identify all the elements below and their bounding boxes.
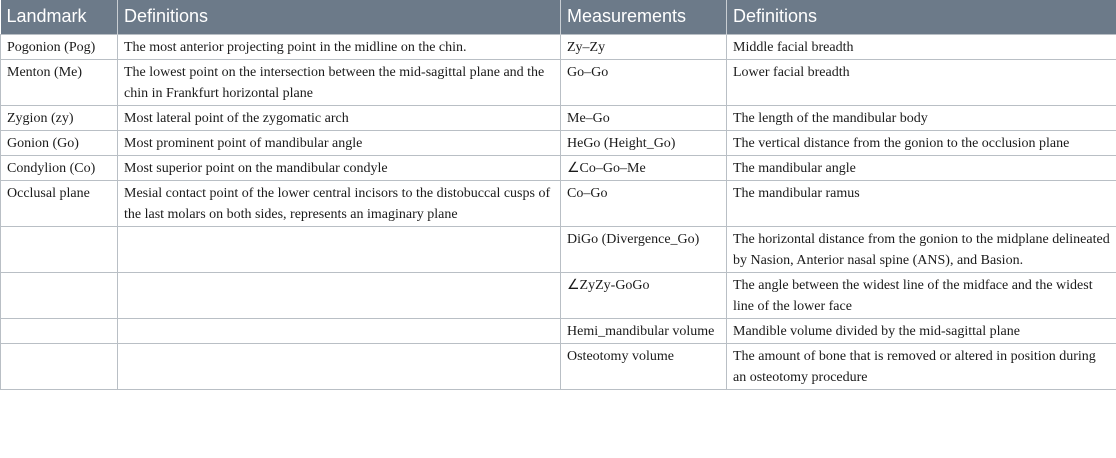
measurement-definition-cell: Lower facial breadth [727, 59, 1116, 105]
landmark-cell: Menton (Me) [1, 59, 118, 105]
measurement-definition-cell: The mandibular ramus [727, 180, 1116, 226]
measurement-definition-cell: The angle between the widest line of the midface and the widest line of the lower face [727, 272, 1116, 318]
landmark-cell [1, 318, 118, 343]
measurement-cell: Zy–Zy [561, 34, 727, 59]
landmark-cell: Condylion (Co) [1, 155, 118, 180]
table-row [1, 105, 1116, 130]
landmark-definition-cell: The most anterior projecting point in the midline on the chin. [118, 34, 561, 59]
measurement-cell: HeGo (Height_Go) [561, 130, 727, 155]
table-row [1, 34, 1116, 59]
table-row [1, 180, 1116, 226]
landmark-definition-cell [118, 343, 561, 389]
table-row [1, 318, 1116, 343]
header-measurement-definitions: Definitions [727, 0, 1116, 34]
header-row [1, 0, 1116, 34]
table-row [1, 130, 1116, 155]
measurement-cell: ∠ZyZy-GoGo [561, 272, 727, 318]
landmark-cell [1, 272, 118, 318]
landmark-definition-cell [118, 272, 561, 318]
measurement-definition-cell: The amount of bone that is removed or altered in position during an osteotomy procedure [727, 343, 1116, 389]
header-landmark-definitions: Definitions [118, 0, 561, 34]
measurement-definition-cell: The horizontal distance from the gonion to the midplane delineated by Nasion, Anterior nasal spine (ANS), and Basion. [727, 226, 1116, 272]
measurement-definition-cell: Middle facial breadth [727, 34, 1116, 59]
measurement-cell: Hemi_mandibular volume [561, 318, 727, 343]
header-measurements: Measurements [561, 0, 727, 34]
measurement-cell: Go–Go [561, 59, 727, 105]
landmark-definition-cell: Most lateral point of the zygomatic arch [118, 105, 561, 130]
landmark-cell: Occlusal plane [1, 180, 118, 226]
landmark-definition-cell: Mesial contact point of the lower central incisors to the distobuccal cusps of the last molars on both sides, represents an imaginary plane [118, 180, 561, 226]
landmark-definition-cell: Most superior point on the mandibular condyle [118, 155, 561, 180]
landmark-definition-cell [118, 318, 561, 343]
measurement-cell: DiGo (Divergence_Go) [561, 226, 727, 272]
measurement-definition-cell: The length of the mandibular body [727, 105, 1116, 130]
measurement-cell: ∠Co–Go–Me [561, 155, 727, 180]
measurement-definition-cell: The mandibular angle [727, 155, 1116, 180]
landmark-cell: Zygion (zy) [1, 105, 118, 130]
table-row [1, 226, 1116, 272]
landmark-definition-cell [118, 226, 561, 272]
measurement-definition-cell: The vertical distance from the gonion to the occlusion plane [727, 130, 1116, 155]
table-row [1, 155, 1116, 180]
measurement-cell: Me–Go [561, 105, 727, 130]
landmark-definition-cell: Most prominent point of mandibular angle [118, 130, 561, 155]
table-row [1, 343, 1116, 389]
landmark-cell [1, 226, 118, 272]
header-landmark: Landmark [1, 0, 118, 34]
measurement-cell: Co–Go [561, 180, 727, 226]
table-row [1, 59, 1116, 105]
landmark-cell [1, 343, 118, 389]
measurement-definition-cell: Mandible volume divided by the mid-sagittal plane [727, 318, 1116, 343]
landmark-cell: Pogonion (Pog) [1, 34, 118, 59]
landmark-cell: Gonion (Go) [1, 130, 118, 155]
table-row [1, 272, 1116, 318]
measurement-cell: Osteotomy volume [561, 343, 727, 389]
landmark-definition-cell: The lowest point on the intersection between the mid-sagittal plane and the chin in Frankfurt horizontal plane [118, 59, 561, 105]
